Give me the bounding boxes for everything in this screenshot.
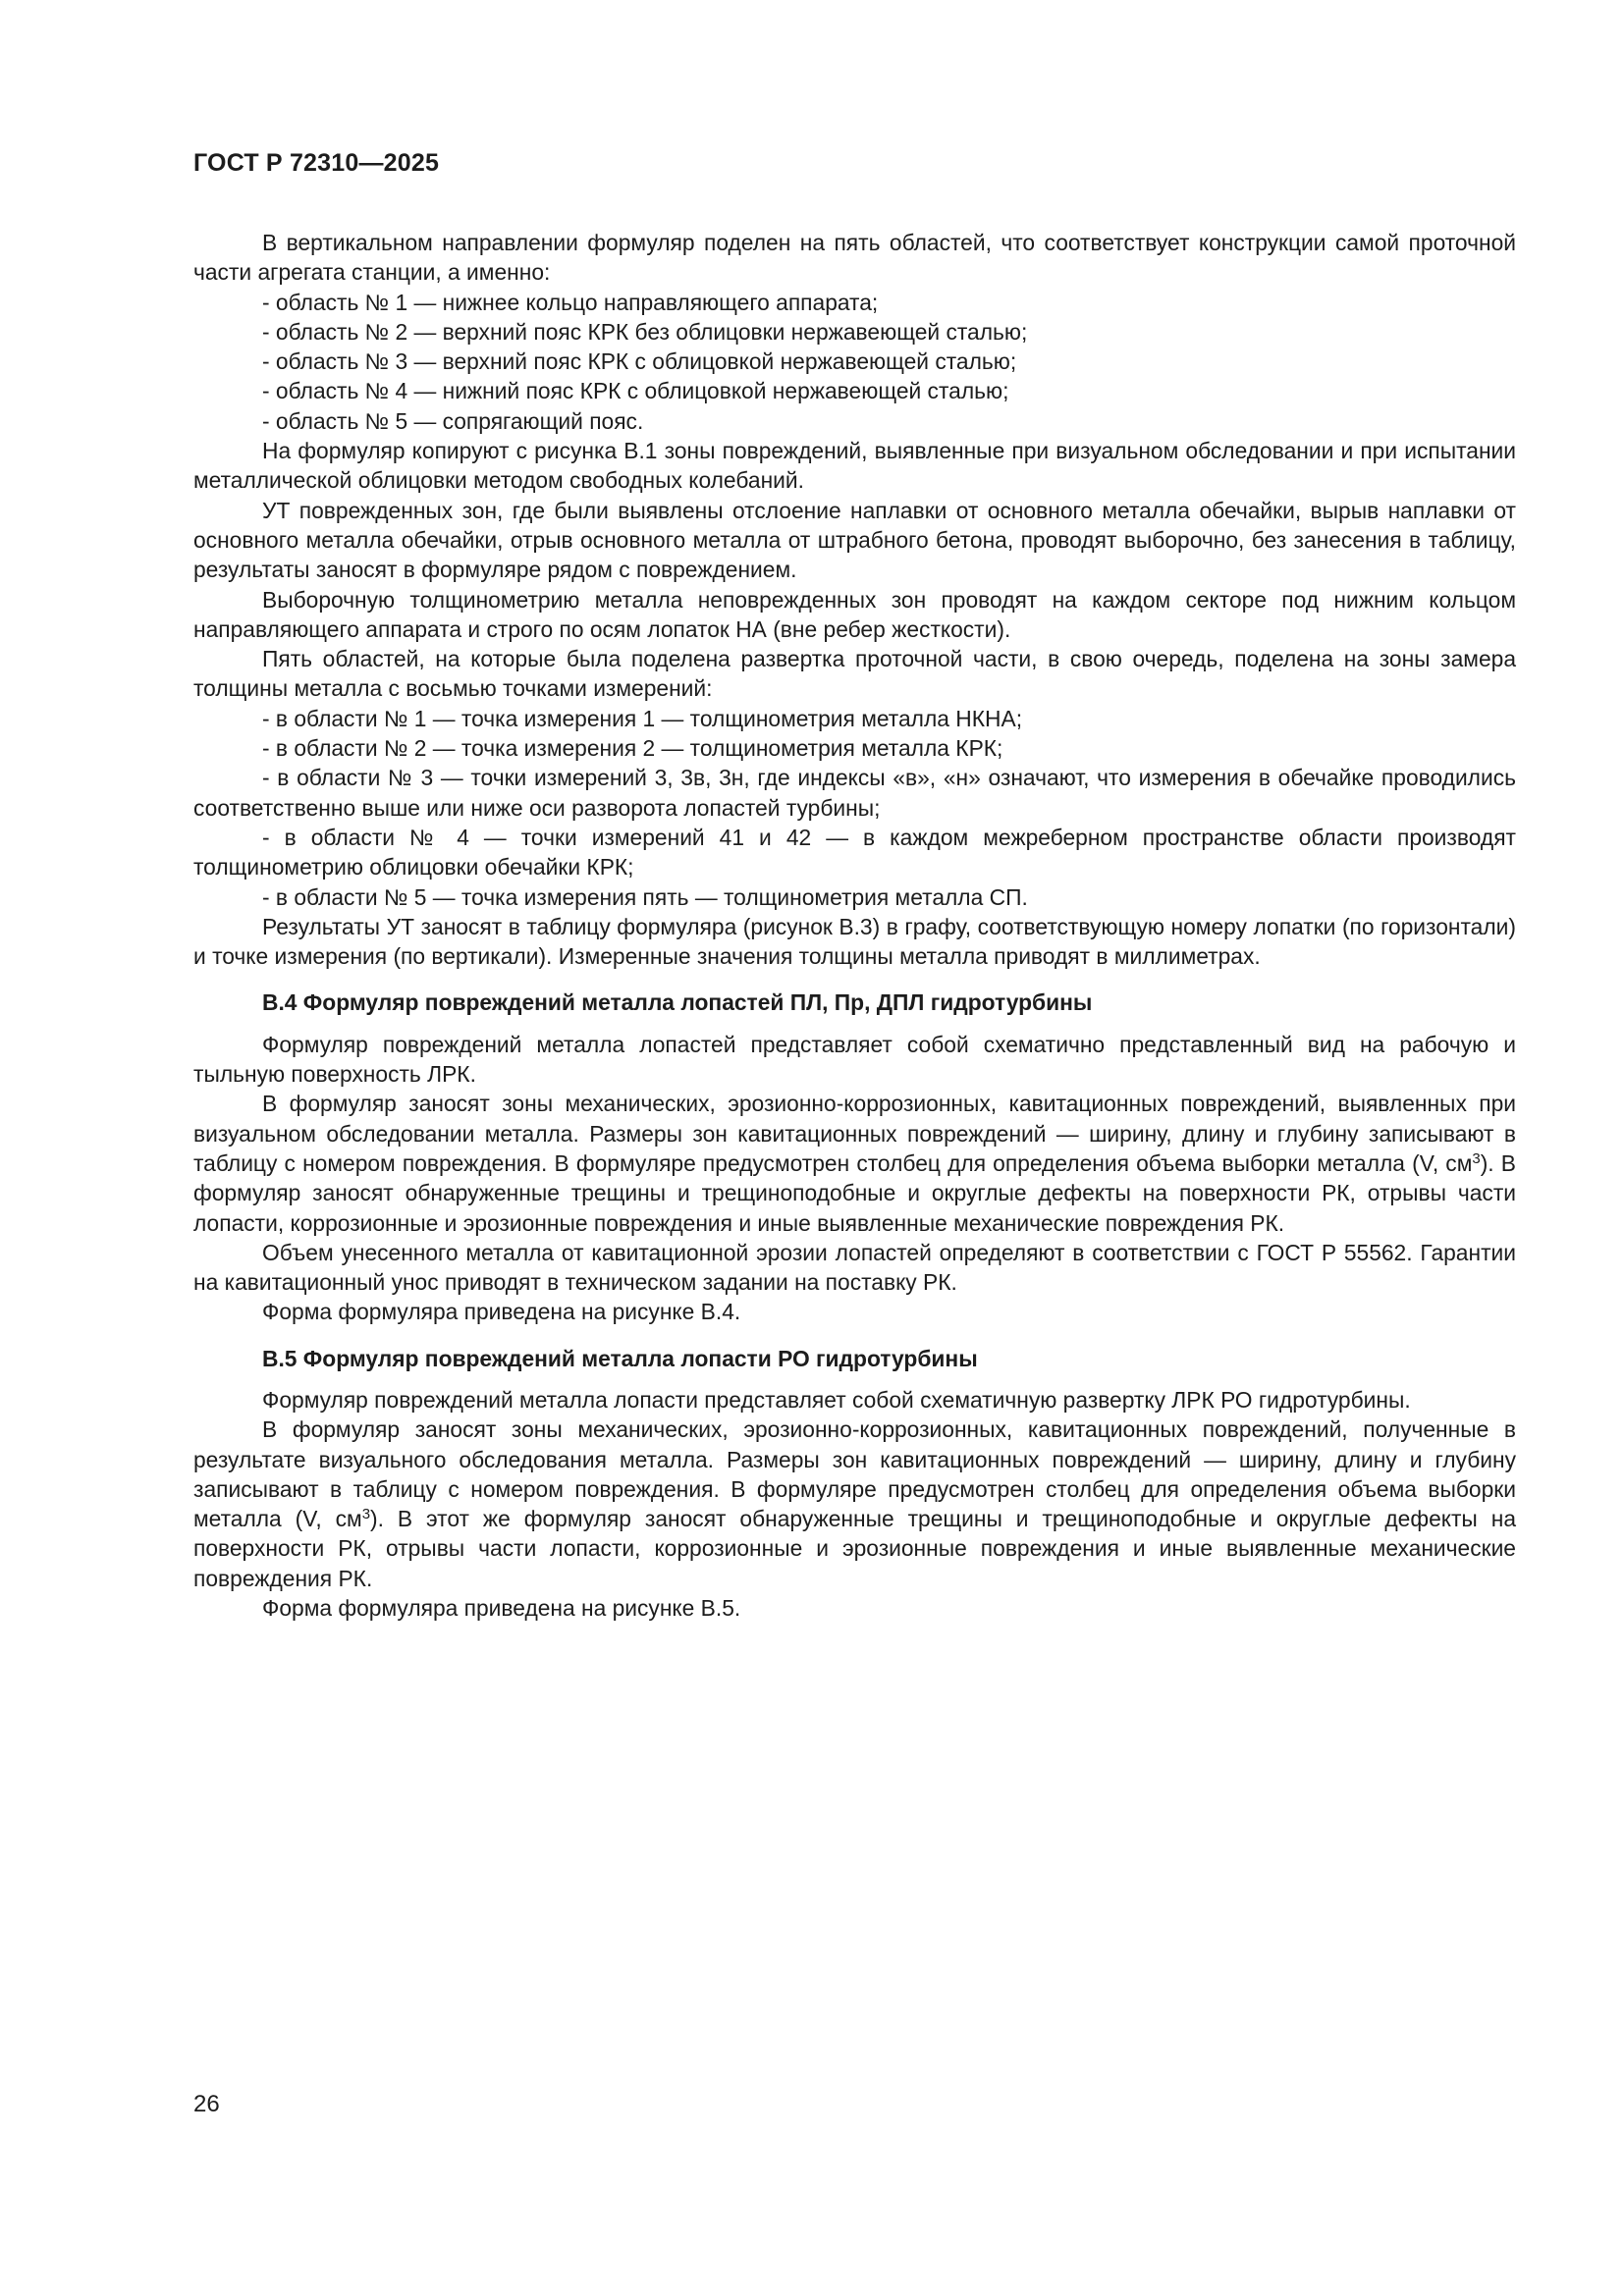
- list-item: - область № 2 — верхний пояс КРК без облицовки нержавеющей сталью;: [262, 318, 1028, 345]
- paragraph: [193, 1089, 1516, 1237]
- document-body: [193, 228, 1516, 1623]
- list-item: - в области № 4 — точки измерений 41 и 42 — в каждом межреберном пространстве области производят толщинометрию облицовки обечайки КРК;: [193, 824, 1516, 881]
- list-item: - область № 4 — нижний пояс КРК с облицовкой нержавеющей сталью;: [262, 378, 1009, 404]
- list-item: - в области № 5 — точка измерения пять — толщинометрия металла СП.: [262, 883, 1028, 910]
- paragraph: На формуляр копируют с рисунка В.1 зоны повреждений, выявленные при визуальном обследовании и при испытании металлической облицовки методом свободных колебаний.: [193, 438, 1516, 494]
- list-item: - область № 1 — нижнее кольцо направляющего аппарата;: [262, 289, 879, 315]
- document-header: ГОСТ Р 72310—2025: [193, 149, 440, 177]
- superscript: 3: [1472, 1149, 1481, 1167]
- paragraph: Пять областей, на которые была поделена развертка проточной части, в свою очередь, поделена на зоны замера толщины металла с восьмью точками измерений:: [193, 646, 1516, 702]
- list-item: - область № 3 — верхний пояс КРК с облицовкой нержавеющей сталью;: [262, 348, 1017, 375]
- list-item: - в области № 1 — точка измерения 1 — толщинометрия металла НКНА;: [262, 705, 1023, 731]
- paragraph: Формуляр повреждений металла лопастей представляет собой схематично представленный вид на рабочую и тыльную поверхность ЛРК.: [193, 1031, 1516, 1088]
- text-run: ). В формуляр заносят обнаруженные трещины и трещиноподобные и округлые дефекты на поверхности РК, отрывы части лопасти, коррозионные и эрозионные повреждения и иные выявленные механические повреждения РК.: [193, 1149, 1516, 1236]
- text-run: В формуляр заносят зоны механических, эрозионно-коррозионных, кавитационных повреждений, полученные в результате визуального обследования металла. Размеры зон кавитационных повреждений — ширину, длину и глубину записывают в таблицу с номером повреждения. В формуляре предусмотрен столбец для определения объема выборки металла (V, см: [193, 1416, 1516, 1532]
- paragraph: [193, 1415, 1516, 1593]
- paragraph: Выборочную толщинометрию металла неповрежденных зон проводят на каждом секторе под нижним кольцом направляющего аппарата и строго по осям лопаток НА (вне ребер жесткости).: [193, 586, 1516, 642]
- section-heading: В.5 Формуляр повреждений металла лопасти РО гидротурбины: [262, 1345, 978, 1371]
- page-number: 26: [193, 2091, 220, 2117]
- text-run: ). В этот же формуляр заносят обнаруженные трещины и трещиноподобные и округлые дефекты на поверхности РК, отрывы части лопасти, коррозионные и эрозионные повреждения и иные выявленные механические повреждения РК.: [193, 1506, 1516, 1591]
- list-item: - в области № 2 — точка измерения 2 — толщинометрия металла КРК;: [262, 735, 1003, 762]
- list-item: - в области № 3 — точки измерений 3, 3в, 3н, где индексы «в», «н» означают, что измерения в обечайке проводились соответственно выше или ниже оси разворота лопастей турбины;: [193, 765, 1516, 821]
- paragraph: Форма формуляра приведена на рисунке В.4.: [262, 1299, 741, 1325]
- list-item: - область № 5 — сопрягающий пояс.: [262, 407, 644, 434]
- paragraph: Результаты УТ заносят в таблицу формуляра (рисунок В.3) в графу, соответствующую номеру лопатки (по горизонтали) и точке измерения (по вертикали). Измеренные значения толщины металла приводят в миллиметрах.: [193, 913, 1516, 970]
- superscript: 3: [361, 1506, 371, 1523]
- paragraph: Формуляр повреждений металла лопасти представляет собой схематичную развертку ЛРК РО гидротурбины.: [262, 1386, 1411, 1413]
- text-run: В формуляр заносят зоны механических, эрозионно-коррозионных, кавитационных повреждений, выявленных при визуальном обследовании металла. Размеры зон кавитационных повреждений — ширину, длину и глубину записывают в таблицу с номером повреждения. В формуляре предусмотрен столбец для определения объема выборки металла (V, см: [193, 1091, 1516, 1176]
- paragraph: УТ поврежденных зон, где были выявлены отслоение наплавки от основного металла обечайки, вырыв наплавки от основного металла обечайки, отрыв основного металла от штрабного бетона, проводят выборочно, без занесения в таблицу, результаты заносят в формуляре рядом с повреждением.: [193, 497, 1516, 583]
- paragraph: Объем унесенного металла от кавитационной эрозии лопастей определяют в соответствии с ГОСТ Р 55562. Гарантии на кавитационный унос приводят в техническом задании на поставку РК.: [193, 1239, 1516, 1296]
- paragraph: В вертикальном направлении формуляр поделен на пять областей, что соответствует конструкции самой проточной части агрегата станции, а именно:: [193, 230, 1516, 286]
- paragraph: Форма формуляра приведена на рисунке В.5.: [262, 1595, 741, 1622]
- section-heading: В.4 Формуляр повреждений металла лопастей ПЛ, Пр, ДПЛ гидротурбины: [262, 989, 1093, 1016]
